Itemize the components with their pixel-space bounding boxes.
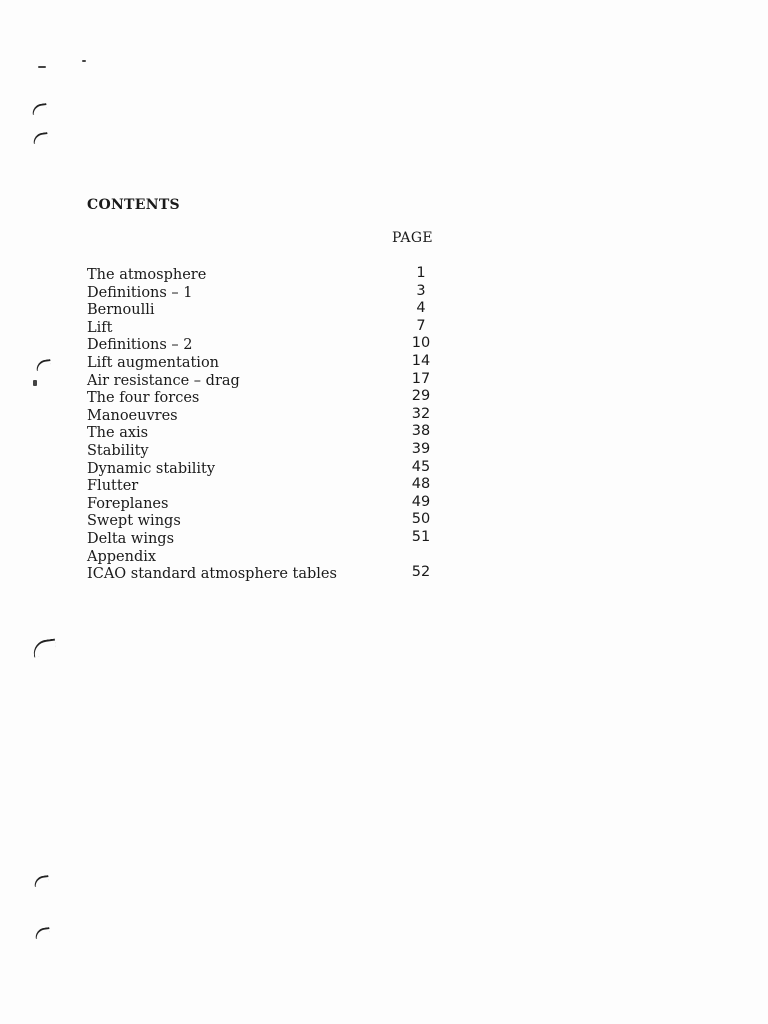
toc-entry-title: Definitions – 2 xyxy=(87,337,193,354)
toc-entry-page: 38 xyxy=(411,423,431,440)
toc-entry xyxy=(87,352,447,373)
toc-entry-title: The four forces xyxy=(87,390,200,407)
toc-entry-title: Bernoulli xyxy=(87,302,155,319)
toc-entry xyxy=(87,390,447,408)
toc-entry xyxy=(87,549,447,567)
toc-entry-title: Stability xyxy=(87,442,149,459)
toc-entry xyxy=(87,513,447,531)
punch-hole-mark xyxy=(35,359,51,371)
toc-entry-title: Air resistance – drag xyxy=(87,372,240,389)
toc-entry-page: 32 xyxy=(411,405,431,422)
toc-entry-page: 14 xyxy=(411,352,431,369)
toc-entry-page: 50 xyxy=(411,511,431,528)
toc-entry-title: Foreplanes xyxy=(87,495,169,512)
toc-entry-title: The atmosphere xyxy=(87,267,207,283)
scan-speck xyxy=(38,66,46,68)
contents-heading: CONTENTS xyxy=(87,197,180,213)
toc-entry-title: Delta wings xyxy=(87,530,175,547)
toc-entry-page: 49 xyxy=(411,493,431,510)
toc-entry-page: 51 xyxy=(411,528,431,545)
toc-entry-page: 29 xyxy=(411,388,431,405)
toc-entry xyxy=(87,317,447,338)
toc-entry xyxy=(87,440,447,461)
toc-entry-title: Lift augmentation xyxy=(87,354,220,371)
toc-entry-page: 7 xyxy=(416,317,426,334)
toc-entry-page: 48 xyxy=(411,476,431,493)
scan-speck xyxy=(33,380,37,386)
punch-hole-mark xyxy=(34,927,50,939)
punch-hole-mark xyxy=(31,103,47,115)
toc-entry-page: 17 xyxy=(411,370,431,387)
toc-entry-title: ICAO standard atmosphere tables xyxy=(87,566,337,583)
toc-entry xyxy=(87,425,447,443)
toc-entry-page: 3 xyxy=(416,282,426,299)
toc-entry xyxy=(87,566,447,584)
page-column-heading: PAGE xyxy=(392,230,433,246)
toc-entry xyxy=(87,528,447,549)
toc-entry-title: Dynamic stability xyxy=(87,460,216,477)
toc-entry-title: The axis xyxy=(87,425,149,442)
toc-entry-page: 1 xyxy=(416,265,426,281)
toc-entry xyxy=(87,282,447,303)
punch-hole-mark xyxy=(32,132,48,144)
toc-entry xyxy=(87,493,447,514)
punch-hole-mark xyxy=(33,875,49,887)
toc-entry xyxy=(87,337,447,355)
punch-hole-mark xyxy=(32,638,57,657)
toc-entry-title: Lift xyxy=(87,319,113,336)
toc-entry-page: 10 xyxy=(411,335,431,352)
toc-entry xyxy=(87,302,447,320)
toc-entry-title: Definitions – 1 xyxy=(87,284,193,301)
toc-entry-page: 52 xyxy=(411,564,431,581)
toc-entry xyxy=(87,370,447,391)
toc-entry-title: Swept wings xyxy=(87,513,181,530)
toc-entry xyxy=(87,267,447,285)
toc-entry xyxy=(87,405,447,426)
toc-entry xyxy=(87,478,447,496)
toc-entry-page: 39 xyxy=(411,440,431,457)
toc-entry-title: Manoeuvres xyxy=(87,407,178,424)
toc-entry-page: 4 xyxy=(416,300,426,317)
toc-entry-title: Flutter xyxy=(87,478,139,495)
toc-entry-page: 45 xyxy=(411,458,431,475)
scan-speck xyxy=(82,60,86,62)
toc-entry-title: Appendix xyxy=(87,548,157,565)
table-of-contents xyxy=(87,267,447,584)
toc-entry xyxy=(87,458,447,479)
